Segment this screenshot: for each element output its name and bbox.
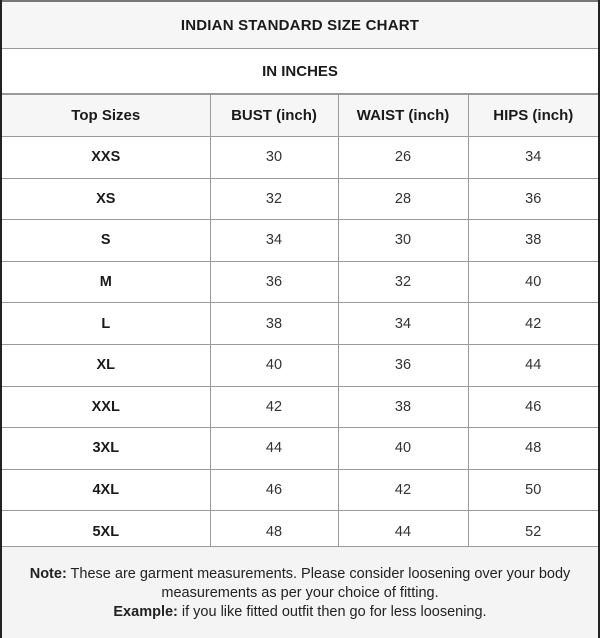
header-waist: WAIST (inch) bbox=[338, 95, 468, 137]
header-top-sizes: Top Sizes bbox=[2, 95, 210, 137]
size-cell: XXS bbox=[2, 137, 210, 179]
bust-cell: 30 bbox=[210, 137, 338, 179]
table-row bbox=[2, 178, 598, 220]
table-row bbox=[2, 344, 598, 386]
hips-cell: 44 bbox=[468, 344, 598, 386]
waist-cell: 40 bbox=[338, 428, 468, 470]
hips-cell: 40 bbox=[468, 261, 598, 303]
hips-cell: 48 bbox=[468, 428, 598, 470]
bust-cell: 34 bbox=[210, 220, 338, 262]
chart-title: INDIAN STANDARD SIZE CHART bbox=[2, 0, 598, 49]
table-row bbox=[2, 261, 598, 303]
table-row bbox=[2, 386, 598, 428]
bust-cell: 46 bbox=[210, 469, 338, 511]
bust-cell: 48 bbox=[210, 511, 338, 553]
header-hips: HIPS (inch) bbox=[468, 95, 598, 137]
bust-cell: 42 bbox=[210, 386, 338, 428]
size-cell: 5XL bbox=[2, 511, 210, 553]
waist-cell: 36 bbox=[338, 344, 468, 386]
size-cell: 3XL bbox=[2, 428, 210, 470]
waist-cell: 30 bbox=[338, 220, 468, 262]
bust-cell: 40 bbox=[210, 344, 338, 386]
table-row bbox=[2, 137, 598, 179]
waist-cell: 42 bbox=[338, 469, 468, 511]
header-row bbox=[2, 95, 598, 137]
note-text: These are garment measurements. Please consider loosening over your body measurements as per your choice of fitting. bbox=[66, 566, 571, 601]
size-cell: XL bbox=[2, 344, 210, 386]
hips-cell: 34 bbox=[468, 137, 598, 179]
table-row bbox=[2, 220, 598, 262]
table-row bbox=[2, 469, 598, 511]
hips-cell: 52 bbox=[468, 511, 598, 553]
example-line bbox=[16, 603, 584, 622]
hips-cell: 46 bbox=[468, 386, 598, 428]
hips-cell: 42 bbox=[468, 303, 598, 345]
waist-cell: 44 bbox=[338, 511, 468, 553]
bust-cell: 32 bbox=[210, 178, 338, 220]
size-cell: XS bbox=[2, 178, 210, 220]
size-cell: L bbox=[2, 303, 210, 345]
bust-cell: 44 bbox=[210, 428, 338, 470]
hips-cell: 50 bbox=[468, 469, 598, 511]
waist-cell: 34 bbox=[338, 303, 468, 345]
waist-cell: 28 bbox=[338, 178, 468, 220]
bust-cell: 38 bbox=[210, 303, 338, 345]
size-table bbox=[2, 94, 598, 553]
size-cell: 4XL bbox=[2, 469, 210, 511]
note-box bbox=[2, 546, 598, 638]
size-cell: XXL bbox=[2, 386, 210, 428]
hips-cell: 38 bbox=[468, 220, 598, 262]
bust-cell: 36 bbox=[210, 261, 338, 303]
size-rows bbox=[2, 137, 598, 553]
size-cell: M bbox=[2, 261, 210, 303]
waist-cell: 26 bbox=[338, 137, 468, 179]
example-label: Example: bbox=[113, 604, 178, 620]
note-label: Note: bbox=[29, 566, 67, 582]
hips-cell: 36 bbox=[468, 178, 598, 220]
unit-caption: IN INCHES bbox=[2, 49, 598, 94]
waist-cell: 32 bbox=[338, 261, 468, 303]
table-row bbox=[2, 303, 598, 345]
table-row bbox=[2, 428, 598, 470]
example-text: if you like fitted outfit then go for less loosening. bbox=[177, 604, 487, 620]
note-line bbox=[16, 565, 584, 603]
header-bust: BUST (inch) bbox=[210, 95, 338, 137]
waist-cell: 38 bbox=[338, 386, 468, 428]
size-cell: S bbox=[2, 220, 210, 262]
